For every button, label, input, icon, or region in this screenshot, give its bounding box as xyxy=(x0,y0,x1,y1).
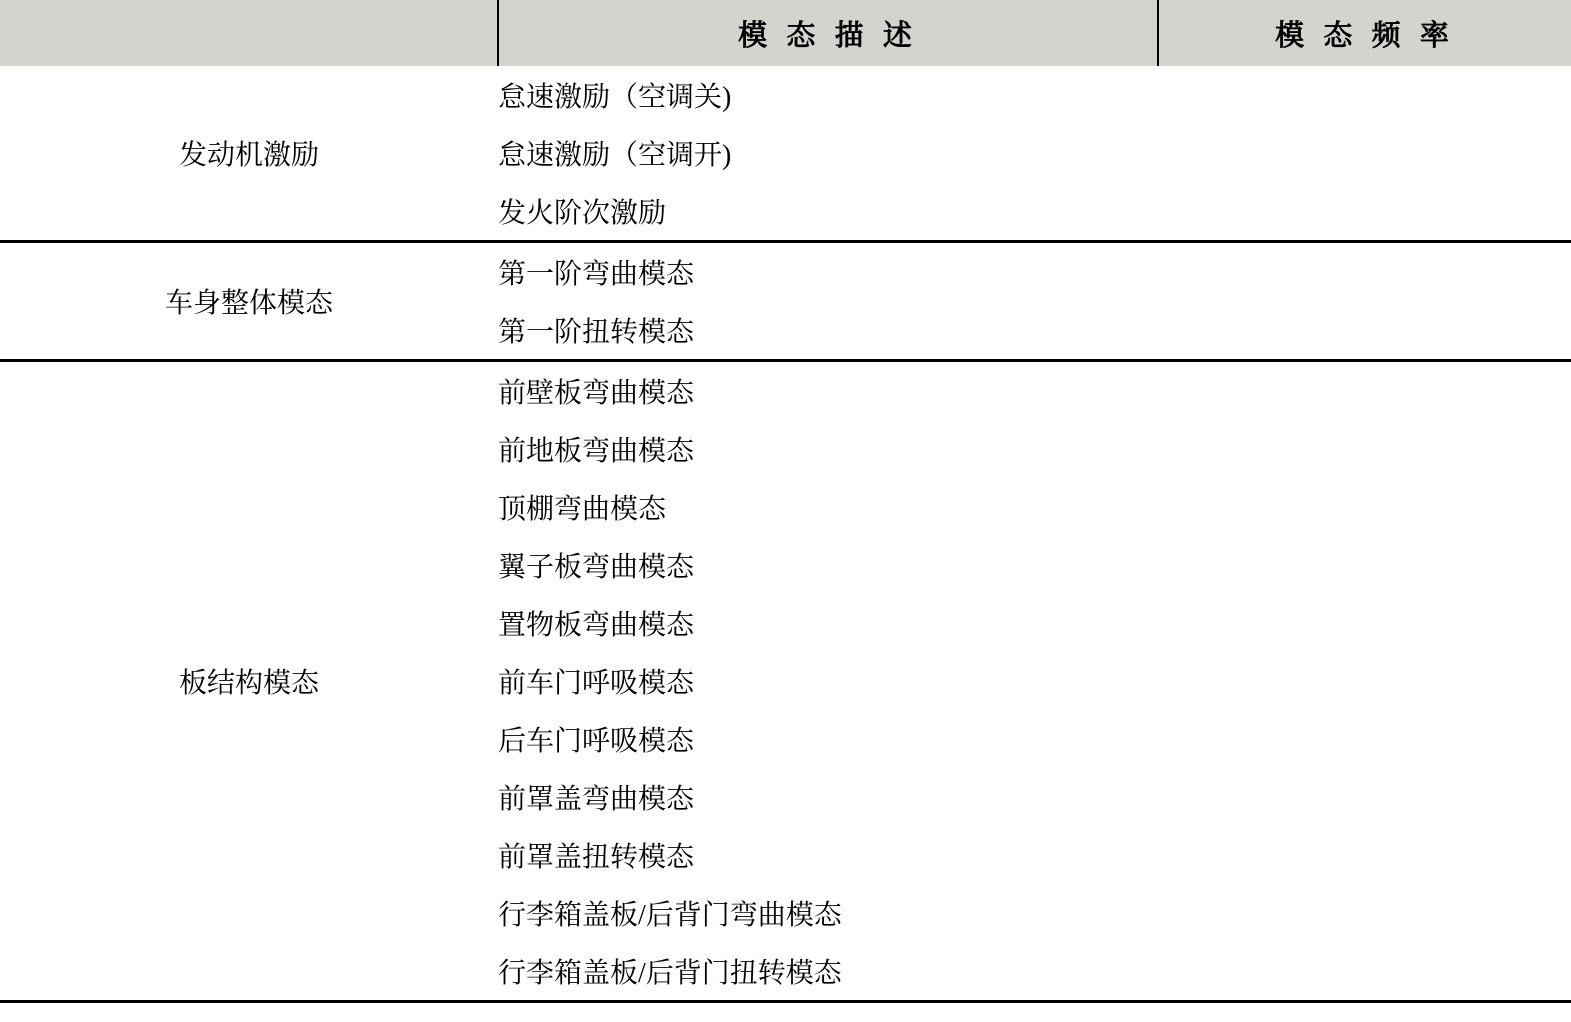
description-cell: 行李箱盖板/后背门扭转模态 xyxy=(498,942,1158,1002)
description-cell: 前壁板弯曲模态 xyxy=(498,378,695,409)
header-group-column xyxy=(0,0,498,66)
description-cell: 前罩盖扭转模态 xyxy=(498,842,695,873)
description-cell: 前罩盖弯曲模态 xyxy=(498,784,695,815)
header-frequency: 模 态 频 率 xyxy=(1158,0,1571,66)
description-cell: 后车门呼吸模态 xyxy=(498,726,695,757)
frequency-cell xyxy=(1158,242,1571,302)
group-label-panel-structure-mode: 板结构模态 xyxy=(0,361,498,1002)
description-cell: 第一阶弯曲模态 xyxy=(498,259,695,290)
frequency-cell xyxy=(1158,478,1571,536)
frequency-cell xyxy=(1158,66,1571,124)
description-cell: 怠速激励（空调开) xyxy=(498,140,732,171)
description-cell: 置物板弯曲模态 xyxy=(498,610,695,641)
frequency-cell xyxy=(1158,710,1571,768)
description-cell: 怠速激励（空调关) xyxy=(498,82,732,113)
frequency-cell xyxy=(1158,124,1571,182)
frequency-cell xyxy=(1158,361,1571,421)
frequency-cell xyxy=(1158,884,1571,942)
description-cell: 顶棚弯曲模态 xyxy=(498,494,667,525)
table-row xyxy=(0,361,1571,421)
group-label-body-global-mode: 车身整体模态 xyxy=(0,242,498,361)
frequency-cell xyxy=(1158,301,1571,361)
table-header xyxy=(0,0,1571,66)
header-description: 模 态 描 述 xyxy=(498,0,1158,66)
frequency-cell xyxy=(1158,594,1571,652)
frequency-cell xyxy=(1158,768,1571,826)
description-cell: 第一阶扭转模态 xyxy=(498,301,1158,361)
frequency-cell xyxy=(1158,420,1571,478)
frequency-cell xyxy=(1158,182,1571,242)
description-cell: 前车门呼吸模态 xyxy=(498,668,695,699)
table-row xyxy=(0,66,1571,124)
description-cell: 发火阶次激励 xyxy=(498,182,1158,242)
description-cell: 行李箱盖板/后背门弯曲模态 xyxy=(498,900,842,931)
frequency-cell xyxy=(1158,826,1571,884)
table-header-row xyxy=(0,0,1571,66)
frequency-cell xyxy=(1158,536,1571,594)
group-label-engine-excitation: 发动机激励 xyxy=(0,66,498,242)
frequency-cell xyxy=(1158,942,1571,1002)
description-cell: 前地板弯曲模态 xyxy=(498,436,695,467)
table-body xyxy=(0,66,1571,1002)
frequency-cell xyxy=(1158,652,1571,710)
description-cell: 翼子板弯曲模态 xyxy=(498,552,695,583)
table-row xyxy=(0,242,1571,302)
